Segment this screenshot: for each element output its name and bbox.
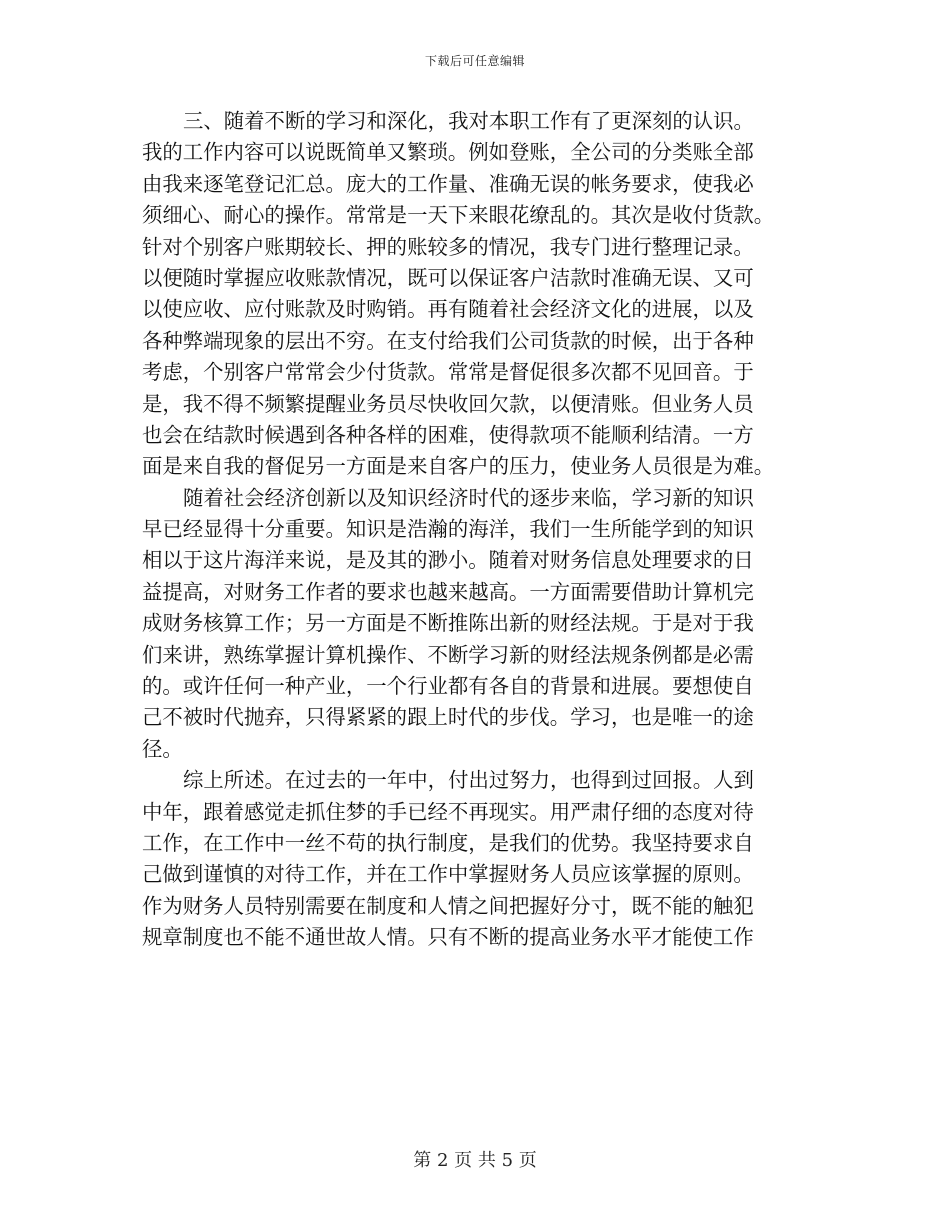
text-line: 针对个别客户账期较长、押的账较多的情况，我专门进行整理记录。 <box>142 234 754 259</box>
text-line: 己做到谨慎的对待工作，并在工作中掌握财务人员应该掌握的原则。 <box>142 862 754 887</box>
text-line: 规章制度也不能不通世故人情。只有不断的提高业务水平才能使工作 <box>142 925 754 950</box>
page-number-footer <box>0 1146 950 1172</box>
text-line: 成财务核算工作；另一方面是不断推陈出新的财经法规。于是对于我 <box>142 611 754 636</box>
text-line: 以便随时掌握应收账款情况，既可以保证客户洁款时准确无误、又可 <box>142 265 754 290</box>
text-line: 也会在结款时候遇到各种各样的困难，使得款项不能顺利结清。一方 <box>142 422 754 447</box>
text-line: 益提高，对财务工作者的要求也越来越高。一方面需要借助计算机完 <box>142 579 754 604</box>
document-body <box>142 106 806 954</box>
page-header: 下载后可任意编辑 <box>424 54 525 68</box>
text-line: 是，我不得不频繁提醒业务员尽快收回欠款，以便清账。但业务人员 <box>142 391 754 416</box>
text-line: 考虑，个别客户常常会少付货款。常常是督促很多次都不见回音。于 <box>142 360 754 385</box>
text-line: 早已经显得十分重要。知识是浩瀚的海洋，我们一生所能学到的知识 <box>142 517 754 542</box>
text-line: 径。 <box>142 736 183 761</box>
text-line: 随着社会经济创新以及知识经济时代的逐步来临，学习新的知识 <box>183 485 754 510</box>
text-line: 们来讲，熟练掌握计算机操作、不断学习新的财经法规条例都是必需 <box>142 642 754 667</box>
paragraph-1 <box>142 106 806 483</box>
text-line: 三、随着不断的学习和深化，我对本职工作有了更深刻的认识。 <box>183 109 754 133</box>
text-line: 我的工作内容可以说既简单又繁琐。例如登账，全公司的分类账全部 <box>142 140 754 165</box>
text-line: 己不被时代抛弃，只得紧紧的跟上时代的步伐。学习，也是唯一的途 <box>142 705 754 730</box>
text-line: 的。或许任何一种产业，一个行业都有各自的背景和进展。要想使自 <box>142 674 754 699</box>
text-line: 中年，跟着感觉走抓住梦的手已经不再现实。用严肃仔细的态度对待 <box>142 799 754 824</box>
paragraph-2 <box>142 483 806 766</box>
text-line: 工作，在工作中一丝不苟的执行制度，是我们的优势。我坚持要求自 <box>142 830 754 855</box>
text-line: 面是来自我的督促另一方面是来自客户的压力，使业务人员很是为难。 <box>142 454 775 479</box>
text-line: 综上所述。在过去的一年中，付出过努力，也得到过回报。人到 <box>183 768 754 793</box>
text-line: 由我来逐笔登记汇总。庞大的工作量、准确无误的帐务要求，使我必 <box>142 171 754 196</box>
page-number-text: 第 2 页 共 5 页 <box>413 1150 537 1171</box>
paragraph-3 <box>142 765 806 953</box>
text-line: 作为财务人员特别需要在制度和人情之间把握好分寸，既不能的触犯 <box>142 893 754 918</box>
text-line: 各种弊端现象的层出不穷。在支付给我们公司货款的时候，出于各种 <box>142 328 754 353</box>
text-line: 以使应收、应付账款及时购销。再有随着社会经济文化的进展，以及 <box>142 297 754 322</box>
text-line: 相以于这片海洋来说，是及其的渺小。随着对财务信息处理要求的日 <box>142 548 754 573</box>
text-line: 须细心、耐心的操作。常常是一天下来眼花缭乱的。其次是收付货款。 <box>142 203 775 228</box>
